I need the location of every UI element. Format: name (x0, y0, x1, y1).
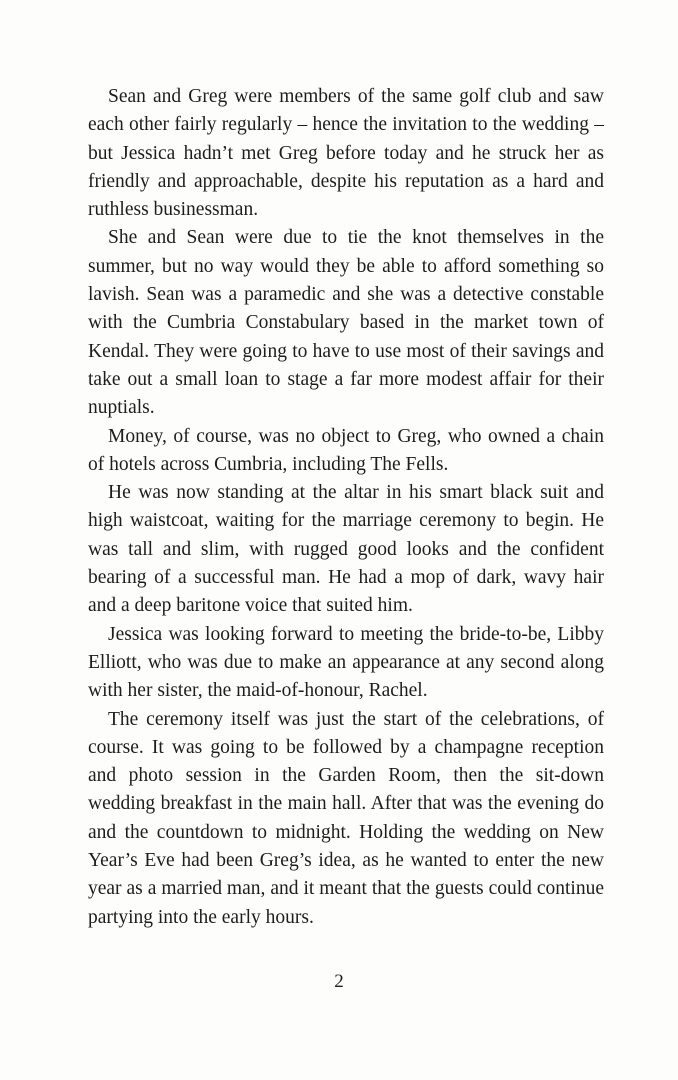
paragraph-5: Jessica was looking forward to meeting the bride-to-be, Libby Elliott, who was due to make an appearance at any second along with her sister, the maid-of-honour, Rachel. (88, 623, 604, 702)
paragraph-4: He was now standing at the altar in his smart black suit and high waistcoat, waiting for the marriage ceremony to begin. He was tall and slim, with rugged good looks and the confident bearing of a successful man. He had a mop of dark, wavy hair and a deep baritone voice that suited him. (88, 482, 604, 617)
paragraph-3: Money, of course, was no object to Greg, who owned a chain of hotels across Cumbria, including The Fells. (88, 425, 604, 475)
paragraph-2: She and Sean were due to tie the knot themselves in the summer, but no way would they be able to afford something so lavish. Sean was a paramedic and she was a detective constable with the Cumbria Constabulary based in the market town of Kendal. They were going to have to use most of their savings and take out a small loan to stage a far more modest affair for their nuptials. (88, 227, 604, 419)
paragraph-6: The ceremony itself was just the start of the celebrations, of course. It was going to be followed by a champagne reception and photo session in the Garden Room, then the sit-down wedding breakfast in the main hall. After that was the evening do and the countdown to midnight. Holding the wedding on New Year’s Eve had been Greg’s idea, as he wanted to enter the new year as a married man, and it meant that the guests could continue partying into the early hours. (88, 708, 604, 928)
body-text (88, 83, 604, 932)
page-number: 2 (334, 971, 344, 992)
paragraph-1: Sean and Greg were members of the same golf club and saw each other fairly regularly – hence the invitation to the wedding – but Jessica hadn’t met Greg before today and he struck her as friendly and approachable, despite his reputation as a hard and ruthless businessman. (88, 86, 604, 221)
